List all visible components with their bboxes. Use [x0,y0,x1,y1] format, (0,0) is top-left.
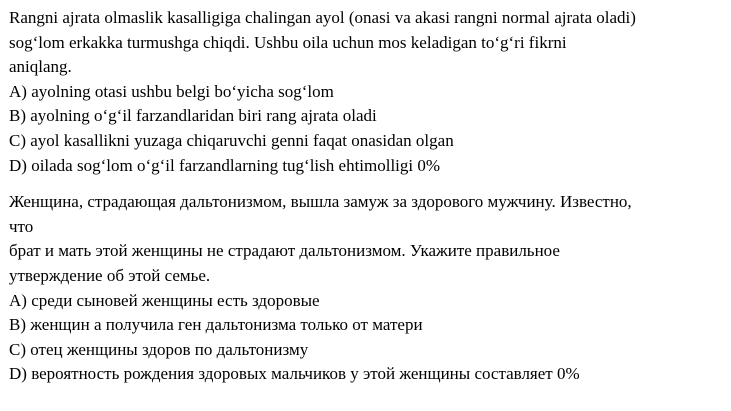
question-russian [9,190,727,387]
question-ru-option-c: C) отец женщины здоров по дальтонизму [9,339,309,359]
question-uz-option-c: C) ayol kasallikni yuzaga chiqaruvchi genni faqat onasidan olgan [9,130,454,150]
paragraph-gap [9,178,727,190]
question-uz-stem-line-3: aniqlang. [9,57,72,77]
question-ru-option-b: B) женщин а получила ген дальтонизма только от матери [9,315,423,335]
question-uz-option-a: A) ayolning otasi ushbu belgi bo‘yicha sog‘lom [9,81,334,101]
question-ru-stem-line-2: что [9,216,34,236]
question-uz-option-d: D) oilada sog‘lom o‘g‘il farzandlarning tug‘lish ehtimolligi 0% [9,155,441,175]
question-uzbek [9,0,727,178]
question-uz-stem-line-2: sog‘lom erkakka turmushga chiqdi. Ushbu oila uchun mos keladigan to‘g‘ri fikrni [9,32,567,52]
question-ru-option-a: A) среди сыновей женщины есть здоровые [9,290,320,310]
question-ru-stem-line-1: Женщина, страдающая дальтонизмом, вышла замуж за здорового мужчину. Известно, [9,192,632,212]
question-uz-stem-line-1: Rangni ajrata olmaslik kasalligiga chalingan ayol (onasi va akasi rangni normal ajrata oladi) [9,8,636,27]
question-ru-stem-line-4: утверждение об этой семье. [9,265,211,285]
question-ru-option-d: D) вероятность рождения здоровых мальчиков у этой женщины составляет 0% [9,364,580,384]
question-uz-option-b: B) ayolning o‘g‘il farzandlaridan biri rang ajrata oladi [9,106,377,126]
document-body [9,0,727,387]
question-ru-stem-line-3: брат и мать этой женщины не страдают дальтонизмом. Укажите правильное [9,241,560,261]
